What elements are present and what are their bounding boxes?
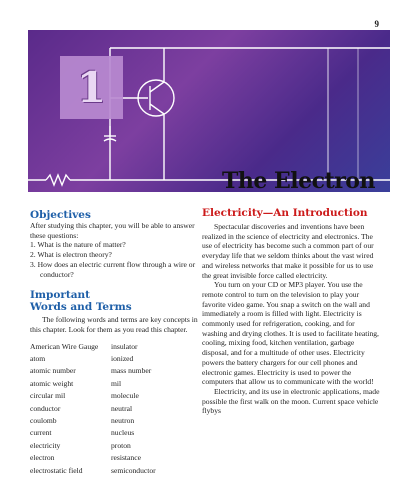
term: neutral [111,403,133,413]
terms-grid [30,341,200,477]
terms-heading-line2: Words and Terms [30,301,132,314]
term: semiconductor [111,465,156,475]
term: circular mil [30,391,66,401]
term: coulomb [30,416,57,426]
section-heading: Electricity—An Introduction [202,207,368,219]
term: molecule [111,391,139,401]
term: ionized [111,354,134,364]
objectives-heading: Objectives [30,209,91,221]
objective-item: 3. How does an electric current flow through a wire or conductor? [30,259,196,279]
term: current [30,428,52,438]
right-column [202,207,380,416]
term: insulator [111,341,138,351]
objective-item: 2. What is electron theory? [30,250,112,260]
objectives-intro: After studying this chapter, you will be able to answer these questions: [30,221,195,240]
chapter-number: 1 [76,63,107,112]
objective-item: 1. What is the nature of matter? [30,240,126,250]
term: atomic weight [30,378,74,388]
term: mil [111,378,122,388]
term: atomic number [30,366,76,376]
terms-heading-line1: Important [30,289,91,302]
term: electricity [30,440,61,450]
paragraph: Electricity, and its use in electronic applications, made possible the first walk on the moon. Current space vehicle flybys [202,386,380,416]
left-column [30,209,200,477]
term: proton [111,440,131,450]
term: mass number [111,366,152,376]
term: nucleus [111,428,135,438]
paragraph: You turn on your CD or MP3 player. You use the remote control to turn on the television to play your favorite video game. You snap a switch on the wall and immediately a room is filled with light. Electricity is commonly used for refrigeration, cooking, and for washing and drying clothes. It is used to facilitate heating, cooling, mixing food, kitchen ventilation, garbage disposal, and for a multitude of other uses. Electricity powers the battery chargers for our cell phones and electronic games. Electricity is used to power the computers that allow us to communicate with the world! [202,280,379,387]
term: electrostatic field [30,465,83,475]
page-number: 9 [374,19,379,29]
term: American Wire Gauge [30,341,99,351]
term: electron [30,453,55,463]
term: resistance [111,453,141,463]
term: conductor [30,403,61,413]
terms-intro: The following words and terms are key concepts in this chapter. Look for them as you read this chapter. [30,315,198,334]
objectives-list [30,240,200,279]
chapter-title: The Electron [222,168,375,194]
paragraph: Spectacular discoveries and inventions have been realized in the science of electricity and electronics. The use of electricity has become such a common part of our everyday life that we seldom thinks about the vast wired and wireless networks that make it possible for us to use the great invisible force called electricity. [202,222,374,280]
term: neutron [111,416,135,426]
term: atom [30,354,46,364]
